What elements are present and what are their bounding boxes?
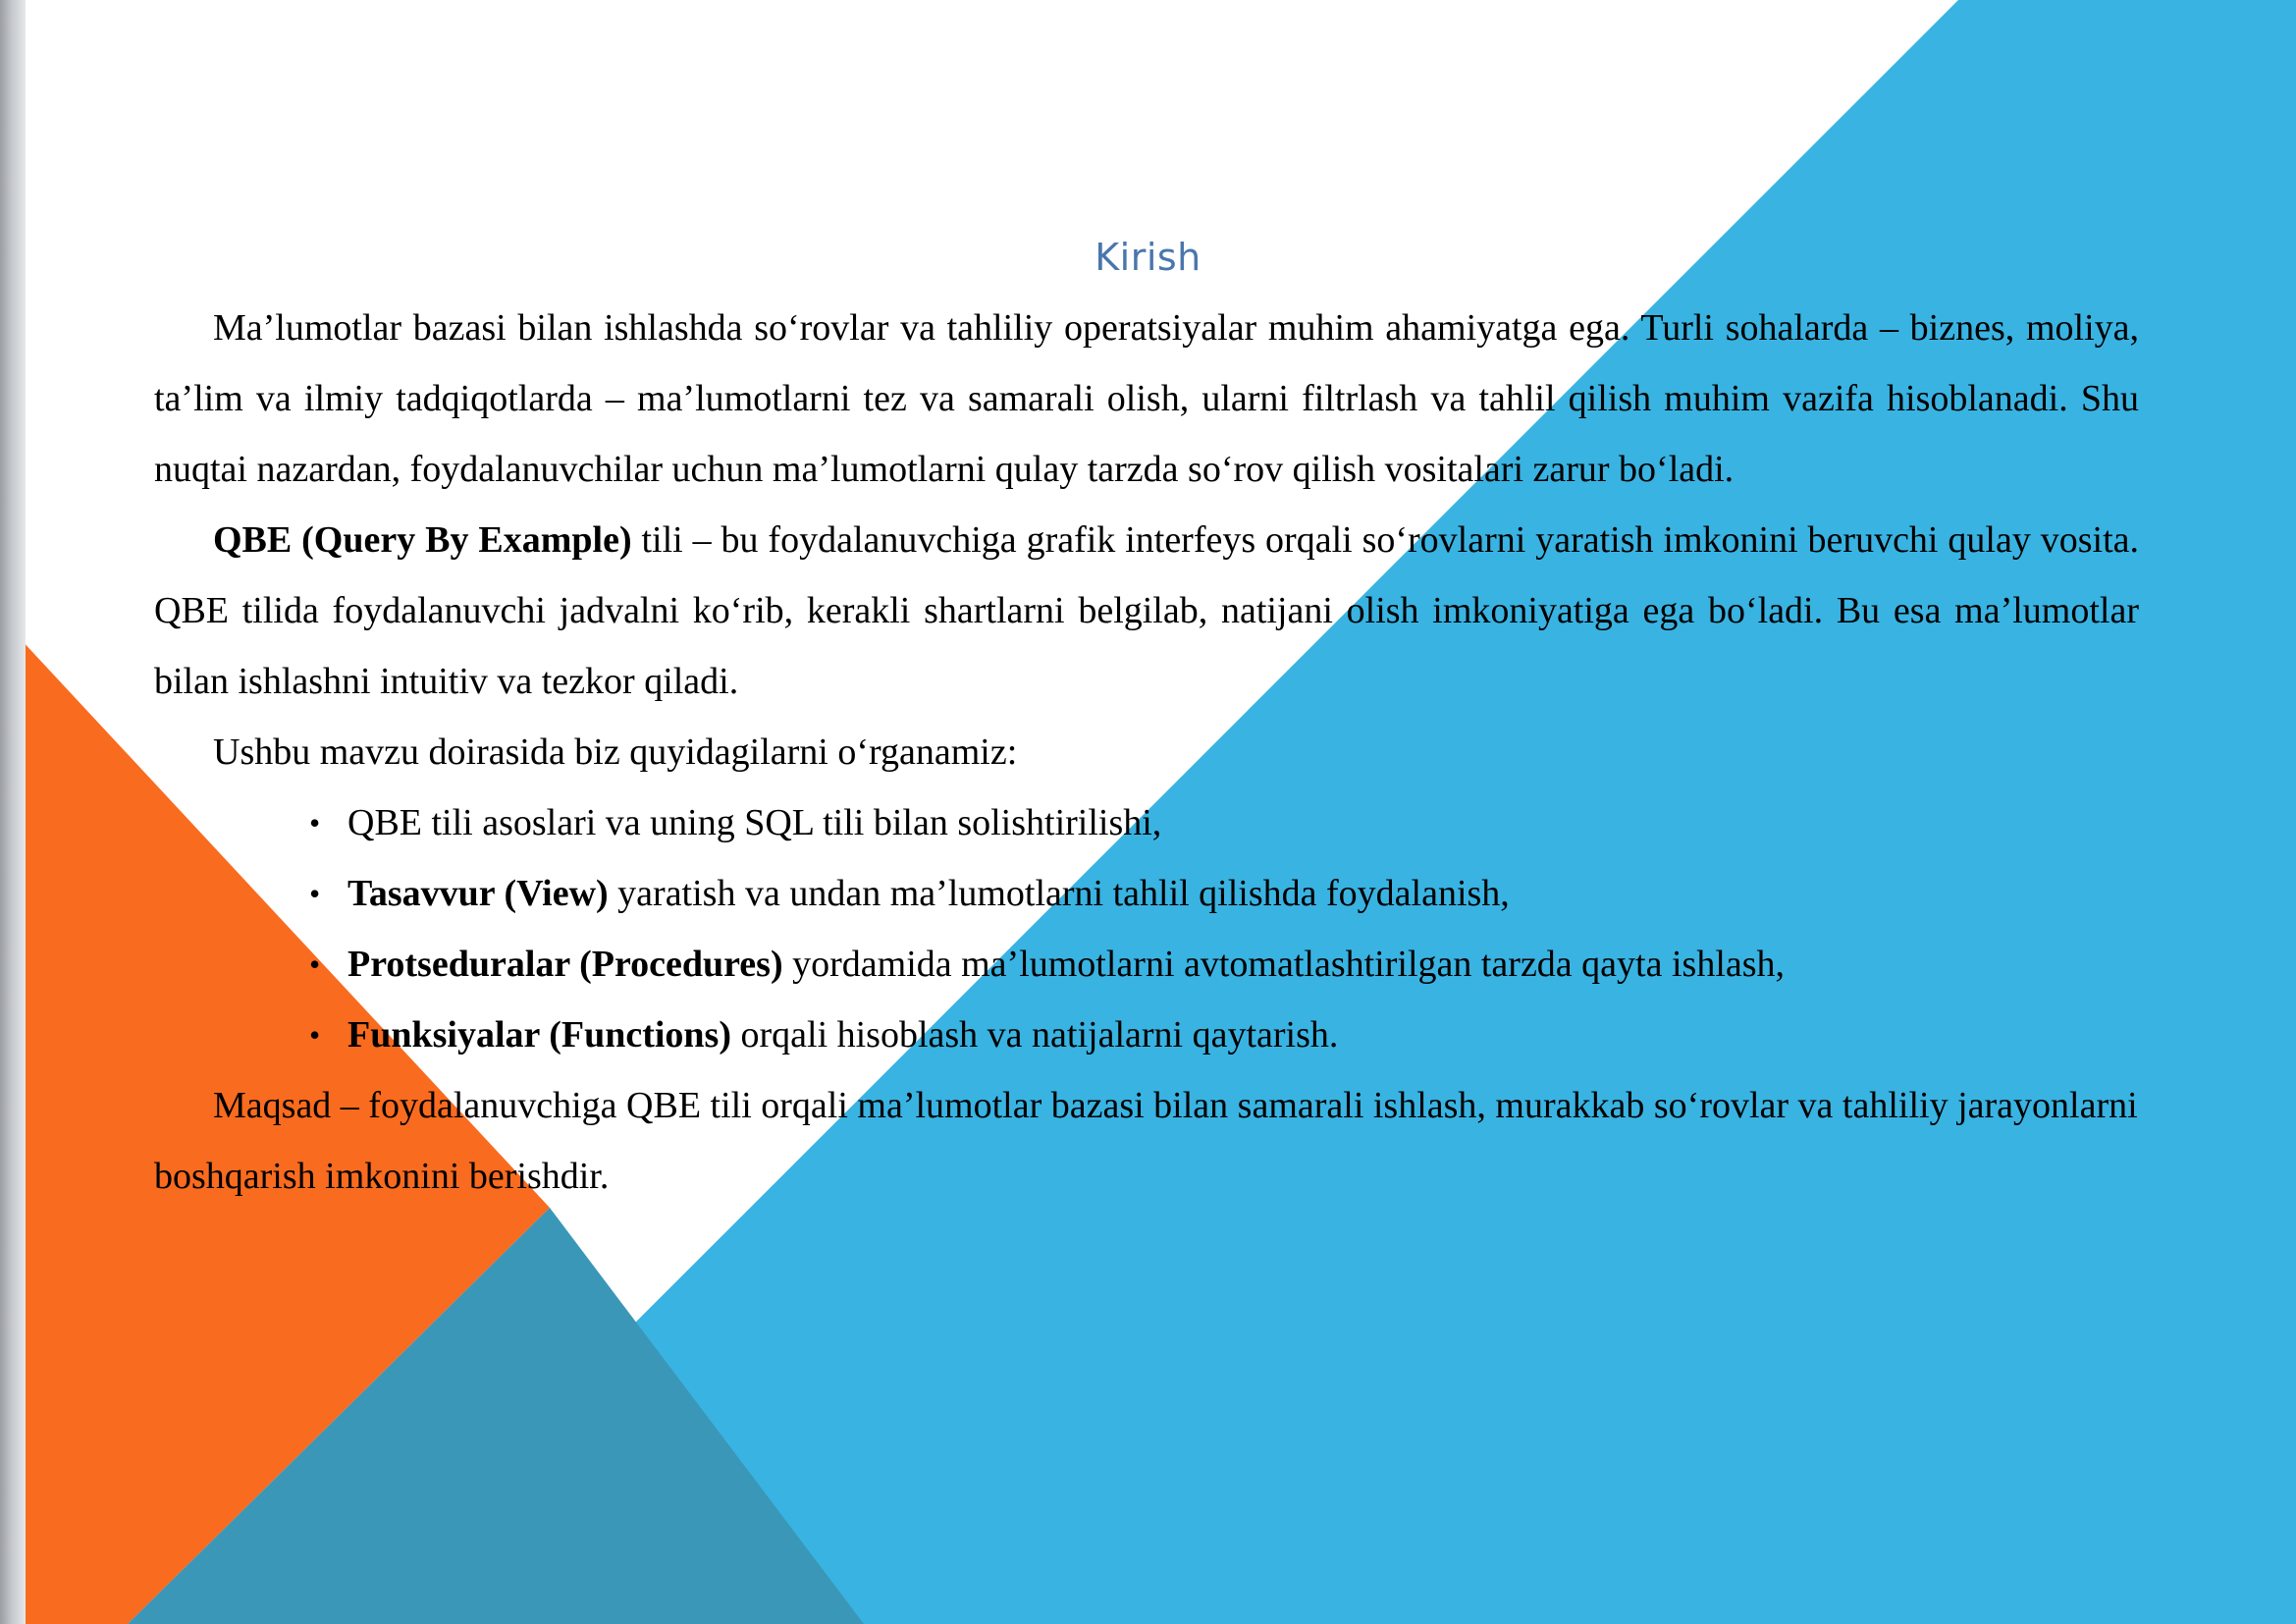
paragraph-goal: Maqsad – foydalanuvchiga QBE tili orqali ma’lumotlar bazasi bilan samarali ishlash, murakkab so‘rovlar va tahliliy jarayonlarni boshqarish imkonini berishdir. <box>154 1085 2138 1197</box>
bullet-icon: • <box>309 876 321 911</box>
list-item-text: QBE tili asoslari va uning SQL tili bilan solishtirilishi, <box>347 802 1162 843</box>
list-item <box>154 858 2139 929</box>
list-item <box>154 929 2139 1000</box>
document-body <box>154 293 2139 1212</box>
list-item <box>154 1000 2139 1070</box>
page-title: Kirish <box>1095 236 1201 279</box>
qbe-term: QBE (Query By Example) <box>213 519 632 561</box>
list-item-text: yaratish va undan ma’lumotlarni tahlil qilishda foydalanish, <box>608 873 1510 914</box>
list-item-text: yordamida ma’lumotlarni avtomatlashtirilgan tarzda qayta ishlash, <box>782 944 1786 985</box>
bullet-icon: • <box>309 1017 321 1053</box>
bullet-icon: • <box>309 947 321 982</box>
list-item-text: orqali hisoblash va natijalarni qaytarish. <box>730 1014 1339 1056</box>
list-item-term: Protseduralar (Procedures) <box>347 944 783 985</box>
bullet-icon: • <box>309 805 321 840</box>
list-item-term: Tasavvur (View) <box>347 873 609 914</box>
topics-list <box>154 787 2139 1070</box>
list-item-term: Funksiyalar (Functions) <box>347 1014 731 1056</box>
paragraph-topics-intro: Ushbu mavzu doirasida biz quyidagilarni o‘rganamiz: <box>213 731 1018 773</box>
qbe-description: tili – bu foydalanuvchiga grafik interfeys orqali so‘rovlarni yaratish imkonini beruvchi qulay vosita. QBE tilida foydalanuvchi jadvalni ko‘rib, kerakli shartlarni belgilab, natijani olish imkoniyatiga ega bo‘ladi. Bu esa ma’lumotlar bilan ishlashni intuitiv va tezkor qiladi. <box>154 519 2139 702</box>
list-item <box>154 787 2139 858</box>
paragraph-intro: Ma’lumotlar bazasi bilan ishlashda so‘rovlar va tahliliy operatsiyalar muhim ahamiyatga ega. Turli sohalarda – biznes, moliya, ta’lim va ilmiy tadqiqotlarda – ma’lumotlarni tez va samarali olish, ularni filtrlash va tahlil qilish muhim vazifa hisoblanadi. Shu nuqtai nazardan, foydalanuvchilar uchun ma’lumotlarni qulay tarzda so‘rov qilish vositalari zarur bo‘ladi. <box>154 307 2139 490</box>
paragraph-qbe <box>154 505 2139 717</box>
